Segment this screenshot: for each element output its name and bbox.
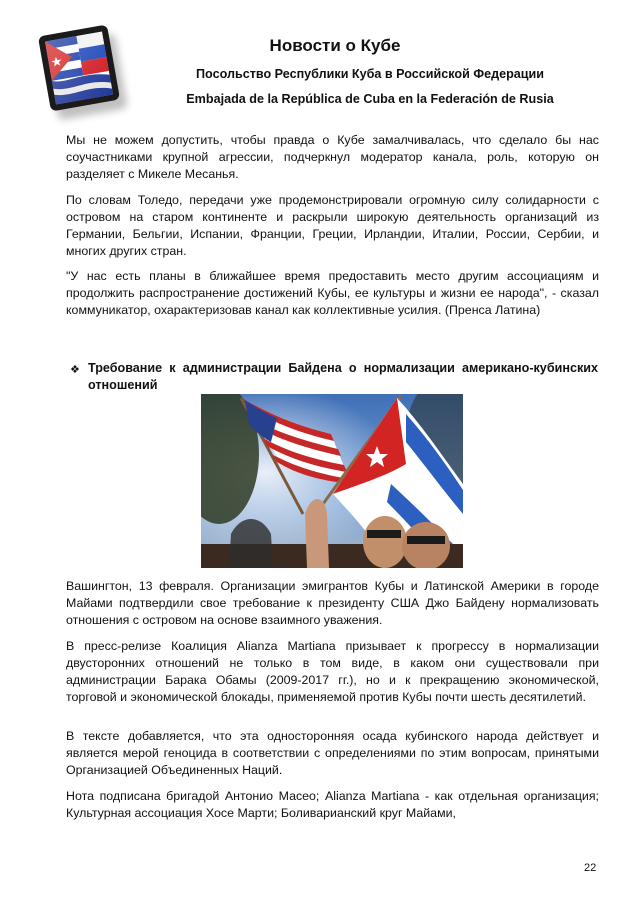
logo-tile — [38, 24, 120, 111]
bullet-diamond-icon: ❖ — [70, 364, 80, 376]
article-photo — [201, 394, 463, 568]
page-number: 22 — [584, 862, 597, 874]
article-heading — [70, 360, 598, 394]
article-heading-text: Требование к администрации Байдена о нормализации американо-кубинских отношений — [88, 361, 598, 392]
paragraph: "У нас есть планы в ближайшее время предоставить место другим ассоциациям и продолжить распространение достижений Кубы, ее культуры и жизни ее народа", - сказал коммуникатор, охарактеризовав канал как коллективные усилия. (Пренса Латина) — [66, 269, 599, 317]
paragraph: В тексте добавляется, что эта односторонняя осада кубинского народа действует и является мерой геноцида в соответствии с определениями по этим вопросам, принятыми Организацией Объединенных Наций. — [66, 729, 599, 777]
paragraph: Нота подписана бригадой Антонио Масео; Alianza Martiana - как отдельная организация; Культурная ассоциация Хосе Марти; Боливарианский круг Майами, — [66, 789, 599, 820]
paragraph: По словам Толедо, передачи уже продемонстрировали огромную силу солидарности с островом на старом континенте и раскрыли широкую деятельность организаций из Германии, Бельгии, Испании, Франции, Греции, Ирландии, Италии, России, Сербии, и многих других стран. — [66, 193, 599, 258]
page-title: Новости о Кубе — [269, 36, 401, 55]
flags-logo — [44, 30, 114, 114]
flags-rally-photo — [201, 394, 463, 568]
embassy-name-russian: Посольство Республики Куба в Российской Федерации — [196, 67, 544, 81]
embassy-name-spanish: Embajada de la República de Cuba en la Federación de Rusia — [186, 92, 554, 106]
paragraph: Мы не можем допустить, чтобы правда о Кубе замалчивалась, что сделало бы нас соучастниками крупной агрессии, подчеркнул модератор канала, роль, которую он разделяет с Микеле Месанья. — [66, 133, 599, 181]
paragraph: Вашингтон, 13 февраля. Организации эмигрантов Кубы и Латинской Америки в городе Майами подтвердили свое требование к президенту США Джо Байдену нормализовать отношения с островом на основе взаимного уважения. — [66, 579, 599, 627]
paragraph: В пресс-релизе Коалиция Alianza Martiana призывает к прогрессу в нормализации двусторонних отношений не только в том виде, в каком они существовали при администрации Барака Обамы (2009-2017 гг.), но и к прекращению экономической, торговой и экономической блокады, применяемой против Кубы почти шесть десятилетий. — [66, 639, 599, 704]
cuba-russia-flag-icon — [45, 31, 113, 104]
